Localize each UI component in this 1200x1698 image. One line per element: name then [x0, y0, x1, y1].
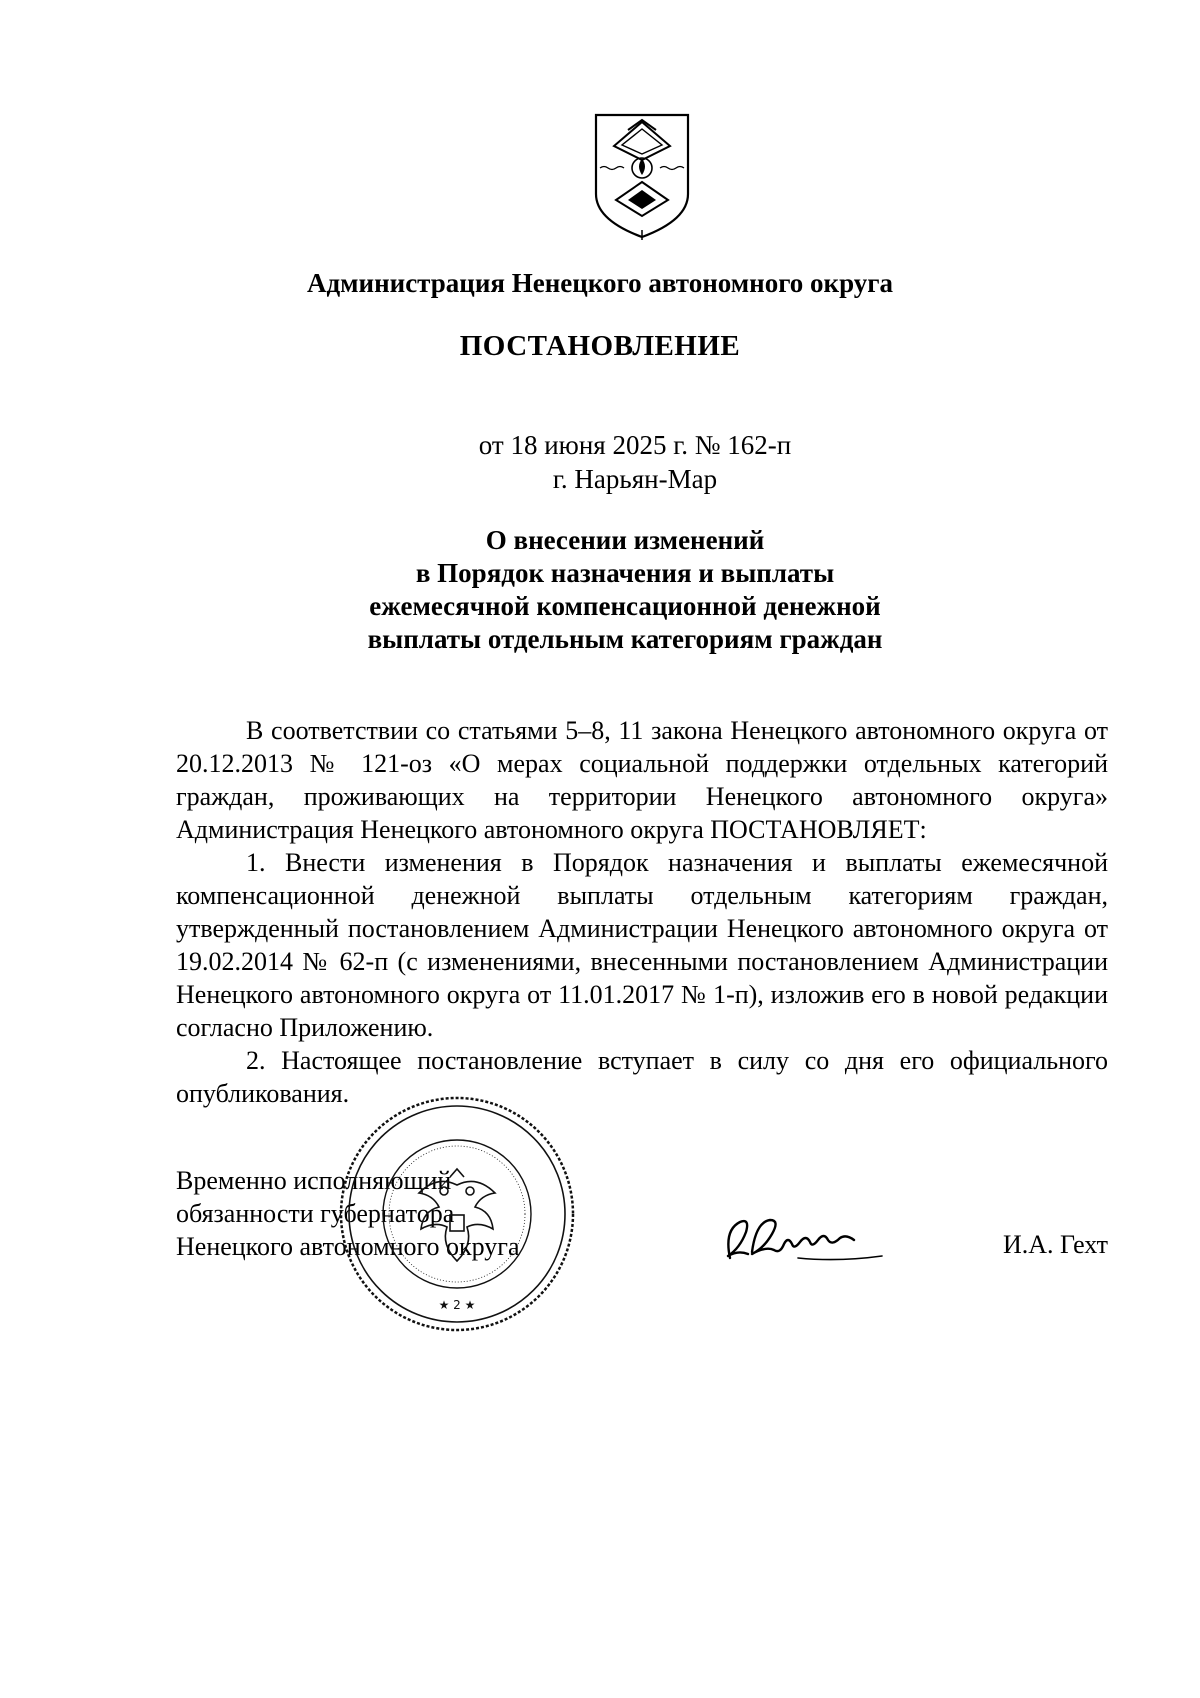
official-seal-stamp-icon: [338, 1095, 576, 1333]
body-paragraph-preamble: В соответствии со статьями 5–8, 11 закона Ненецкого автономного округа от 20.12.2013 № 121-оз «О мерах социальной поддержки отдельных категорий граждан, проживающих на территории Ненецкого автономного округа» Администрация Ненецкого автономного округа ПОСТАНОВЛЯЕТ:: [176, 716, 1108, 844]
subject-line: ежемесячной компенсационной денежной: [369, 591, 881, 621]
signatory-name: И.А. Гехт: [1002, 1230, 1108, 1259]
organization-name: Администрация Ненецкого автономного округа: [306, 268, 894, 298]
signatory-title-line: обязанности губернатора: [176, 1199, 455, 1228]
document-type: ПОСТАНОВЛЕНИЕ: [459, 330, 741, 362]
body-paragraph-item-1: 1. Внести изменения в Порядок назначения и выплаты ежемесячной компенсационной денежной выплаты отдельным категориям граждан, утвержденный постановлением Администрации Ненецкого автономного округа от 19.02.2014 № 62-п (с изменениями, внесенными постановлением Администрации Ненецкого автономного округа от 11.01.2017 № 1-п), изложив его в новой редакции согласно Приложению.: [176, 848, 1108, 1042]
signatory-title-line: Ненецкого автономного округа: [176, 1232, 520, 1261]
subject-line: выплаты отдельным категориям граждан: [367, 624, 883, 654]
signatory-title-line: Временно исполняющий: [176, 1166, 452, 1195]
body-paragraph-item-2: 2. Настоящее постановление вступает в силу со дня его официального опубликования.: [176, 1046, 1108, 1108]
document-body: [176, 714, 1108, 1110]
document-subject: [0, 524, 1200, 656]
subject-line: О внесении изменений: [485, 525, 765, 555]
svg-text:★ 2 ★: ★ 2 ★: [438, 1298, 476, 1312]
handwritten-signature-icon: [712, 1208, 892, 1278]
nenets-coat-of-arms-icon: [592, 112, 692, 240]
city: г. Нарьян-Мар: [552, 464, 718, 494]
date-number: от 18 июня 2025 г. № 162-п: [478, 430, 792, 460]
date-and-place: [0, 428, 1200, 496]
subject-line: в Порядок назначения и выплаты: [415, 558, 835, 588]
